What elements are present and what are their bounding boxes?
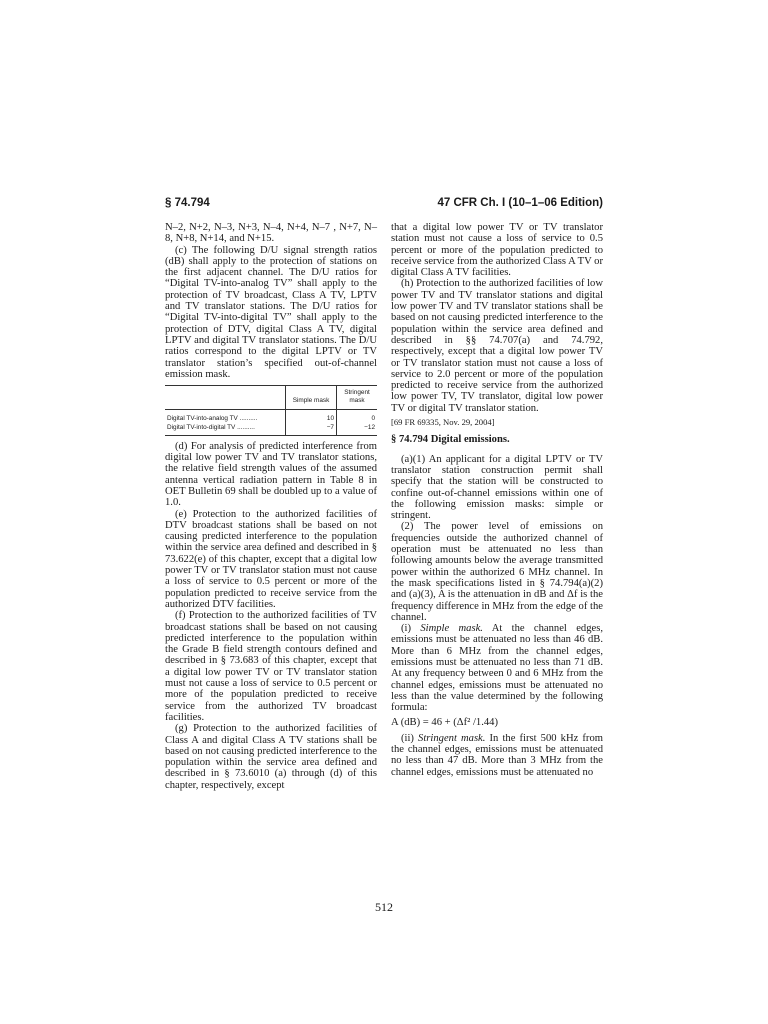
left-column	[165, 222, 377, 791]
citation: [69 FR 69335, Nov. 29, 2004]	[391, 417, 495, 428]
table-row-label: Digital TV-into-analog TV ..........	[167, 414, 258, 422]
section-number: § 74.794	[391, 434, 429, 446]
du-ratio-table	[165, 385, 377, 436]
formula: A (dB) = 46 + (Δf² /1.44)	[391, 717, 498, 729]
paragraph-simple-mask	[391, 623, 603, 713]
table-cell-stringent: −12	[337, 422, 378, 435]
paragraph-continuation: that a digital low power TV or TV translator station must not cause a loss of service to 0.5 percent or more of the population predicted to receive service from the authorized Class A TV or digital Class A TV facilities.	[391, 222, 604, 279]
paragraph-a2: (2) The power level of emissions on frequencies outside the authorized channel of operation must be attenuated no less than following amounts below the average transmitted power within the authorized 6 MHz channel. In the mask specifications listed in § 74.794(a)(2) and (a)(3), A is the attenuation in dB and Δf is the frequency difference in MHz from the edge of the channel.	[391, 521, 603, 623]
paragraph-c: (c) The following D/U signal strength ratios (dB) shall apply to the protection of stations on the first adjacent channel. The D/U ratios for “Digital TV-into-analog TV” shall apply to the protection of TV broadcast, Class A TV, LPTV and TV translator stations. The D/U ratios for “Digital TV-into-digital TV” shall apply to the protection of DTV, digital Class A TV, digital LPTV and digital TV translator stations. The D/U ratios correspond to the digital LPTV or TV translator station’s specified out-of-channel emission mask.	[165, 244, 377, 380]
right-column	[391, 222, 603, 778]
paragraph-continuation: N–2, N+2, N–3, N+3, N–4, N+4, N–7 , N+7, N–8, N+8, N+14, and N+15.	[165, 222, 377, 245]
paragraph-h: (h) Protection to the authorized facilities of low power TV and TV translator stations and digital low power TV and TV translator stations shall be based on not causing predicted interference to the population within the service area defined and described in §§ 74.707(a) and 74.792, respectively, except that a digital low power TV or TV translator station must not cause a loss of service to 2.0 percent or more of the population predicted to receive service from the authorized low power TV, TV translator, digital low power TV or digital TV translator station.	[391, 278, 603, 414]
paragraph-label: (i)	[401, 623, 421, 635]
paragraph-e: (e) Protection to the authorized facilities of DTV broadcast stations shall be based on not causing predicted interference to the population within the service area defined and described in § 73.622(e) of this chapter, except that a digital low power TV or TV translator station must not cause a loss of service to 0.5 percent or more of the population predicted to receive service from the authorized DTV facilities.	[165, 508, 377, 610]
table-header-blank	[165, 386, 286, 410]
paragraph-f: (f) Protection to the authorized facilities of TV broadcast stations shall be based on not causing predicted interference to the population within the Grade B field strength contours defined and described in § 73.683 of this chapter, except that a digital low power TV or TV translator station must not cause a loss of service to 0.5 percent or more of the population predicted to receive service from the authorized TV broadcast facilities.	[165, 610, 377, 723]
table-header-stringent: Stringent mask	[337, 386, 378, 410]
running-header-section: § 74.794	[165, 197, 210, 209]
paragraph-g: (g) Protection to the authorized facilities of Class A and digital Class A TV stations shall be based on not causing predicted interference to the population within the service area defined and described in § 73.6010 (a) through (d) of this chapter, respectively, except	[165, 723, 377, 791]
paragraph-body: In the first 500 kHz from the channel edges, emissions must be attenuated no less than 47 dB. More than 3 MHz from the channel edges, emissions must be attenuated no	[391, 732, 603, 778]
running-header-title: 47 CFR Ch. I (10–1–06 Edition)	[437, 197, 603, 209]
paragraph-label: (ii)	[401, 732, 419, 744]
table-cell-simple: −7	[286, 422, 337, 435]
paragraph-d: (d) For analysis of predicted interference from digital low power TV and TV translator stations, the relative field strength values of the assumed antenna vertical radiation pattern in Table 8 in OET Bulletin 69 shall be doubled up to a value of 1.0.	[165, 440, 377, 509]
paragraph-body: At the channel edges, emissions must be attenuated no less than 46 dB. More than 6 MHz from the channel edges, emissions must be attenuated no less than 71 dB. At any frequency between 0 and 6 MHz from the channel edges, emissions must be attenuated no less than the value determined by the following formula:	[391, 623, 603, 714]
section-title: Digital emissions.	[430, 434, 510, 446]
page-number: 512	[375, 900, 393, 914]
paragraph-stringent-mask	[391, 733, 603, 778]
term-stringent-mask: Stringent mask.	[418, 732, 486, 744]
table-header-row	[165, 386, 377, 410]
table-header-simple: Simple mask	[286, 386, 337, 410]
table-row	[165, 422, 377, 435]
term-simple-mask: Simple mask.	[420, 623, 483, 635]
table-row-label: Digital TV-into-digital TV ..........	[165, 422, 286, 435]
section-heading	[391, 434, 603, 445]
paragraph-a1: (a)(1) An applicant for a digital LPTV or TV translator station construction permit shall specify that the station will be constructed to confine out-of-channel emissions within one of the following emission masks: simple or stringent.	[391, 453, 603, 522]
table-row	[165, 409, 377, 422]
table-cell-simple: 10	[286, 409, 337, 422]
table-cell-stringent: 0	[337, 409, 378, 422]
